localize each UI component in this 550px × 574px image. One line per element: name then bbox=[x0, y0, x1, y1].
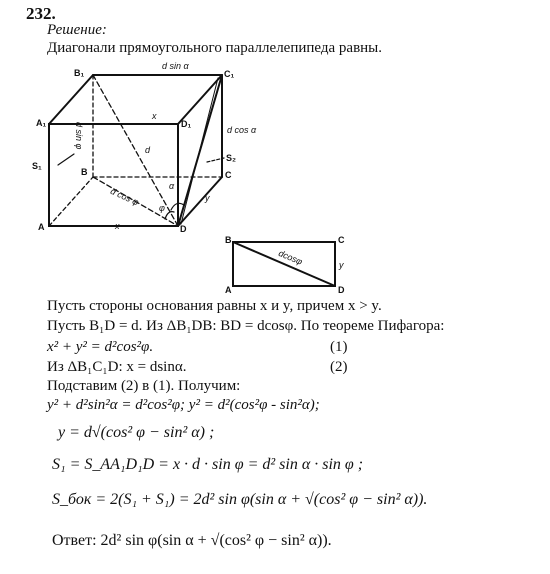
base-label-b: B bbox=[225, 235, 232, 245]
equation-s-side: S_бок = 2(S₁ + S₁) = 2d² sin φ(sin α + √(cos² φ − sin² α)). bbox=[52, 491, 428, 508]
label-s1: S₁ bbox=[32, 161, 42, 171]
label-y: y bbox=[205, 193, 210, 203]
text-line-4: Из ΔB₁C₁D: x = dsinα. bbox=[47, 359, 187, 375]
label-b: B bbox=[81, 167, 88, 177]
label-alpha: α bbox=[169, 181, 175, 191]
label-d-cos-a: d cos α bbox=[227, 125, 257, 135]
base-label-d: D bbox=[338, 285, 345, 295]
equation-1: x² + y² = d²cos²φ. bbox=[47, 339, 154, 355]
label-d1: D₁ bbox=[181, 119, 192, 129]
problem-number: 232. bbox=[26, 4, 56, 23]
s1-pointer bbox=[58, 154, 74, 165]
equation-1-mark: (1) bbox=[330, 339, 348, 355]
equation-s1: S₁ = S_AA₁D₁D = x · d · sin φ = d² sin α · sin φ ; bbox=[52, 456, 364, 473]
text-line-2: Пусть B₁D = d. Из ΔB₁DB: BD = dcosφ. По теореме Пифагора: bbox=[47, 318, 445, 334]
base-label-y: y bbox=[339, 260, 344, 270]
equation-2-mark: (2) bbox=[330, 359, 348, 375]
label-d: D bbox=[180, 224, 187, 234]
label-c1: C₁ bbox=[224, 69, 235, 79]
label-d-sin-phi: d sin φ bbox=[74, 122, 84, 150]
label-a1: A₁ bbox=[36, 118, 47, 128]
label-a: A bbox=[38, 222, 45, 232]
base-label-a: A bbox=[225, 285, 232, 295]
hidden-a-b bbox=[49, 177, 93, 226]
label-d-sin-a-top: d sin α bbox=[162, 61, 189, 71]
equation-3: y² + d²sin²α = d²cos²φ; y² = d²(cos²φ - sin²α); bbox=[47, 397, 320, 413]
answer-line: Ответ: 2d² sin φ(sin α + √(cos² φ − sin² α)). bbox=[52, 532, 332, 549]
label-b1: B₁ bbox=[74, 68, 85, 78]
label-d: d bbox=[145, 145, 151, 155]
solution-label: Решение: bbox=[47, 22, 107, 38]
text-line-5: Подставим (2) в (1). Получим: bbox=[47, 378, 241, 394]
label-phi: φ bbox=[159, 203, 165, 213]
label-s2: S₂ bbox=[226, 153, 237, 163]
label-x-bottom: x bbox=[115, 221, 120, 231]
text-line-1: Пусть стороны основания равны x и y, причем x > y. bbox=[47, 298, 382, 314]
intro-text: Диагонали прямоугольного параллелепипеда равны. bbox=[47, 40, 383, 56]
label-c: C bbox=[225, 170, 232, 180]
equation-y: y = d√(cos² φ − sin² α) ; bbox=[58, 424, 215, 441]
base-label-diag: dcosφ bbox=[277, 248, 304, 267]
label-d-cos-phi: d cos φ bbox=[108, 186, 141, 208]
edge-a1-b1 bbox=[49, 75, 93, 124]
label-x-top: x bbox=[152, 111, 157, 121]
base-label-c: C bbox=[338, 235, 345, 245]
